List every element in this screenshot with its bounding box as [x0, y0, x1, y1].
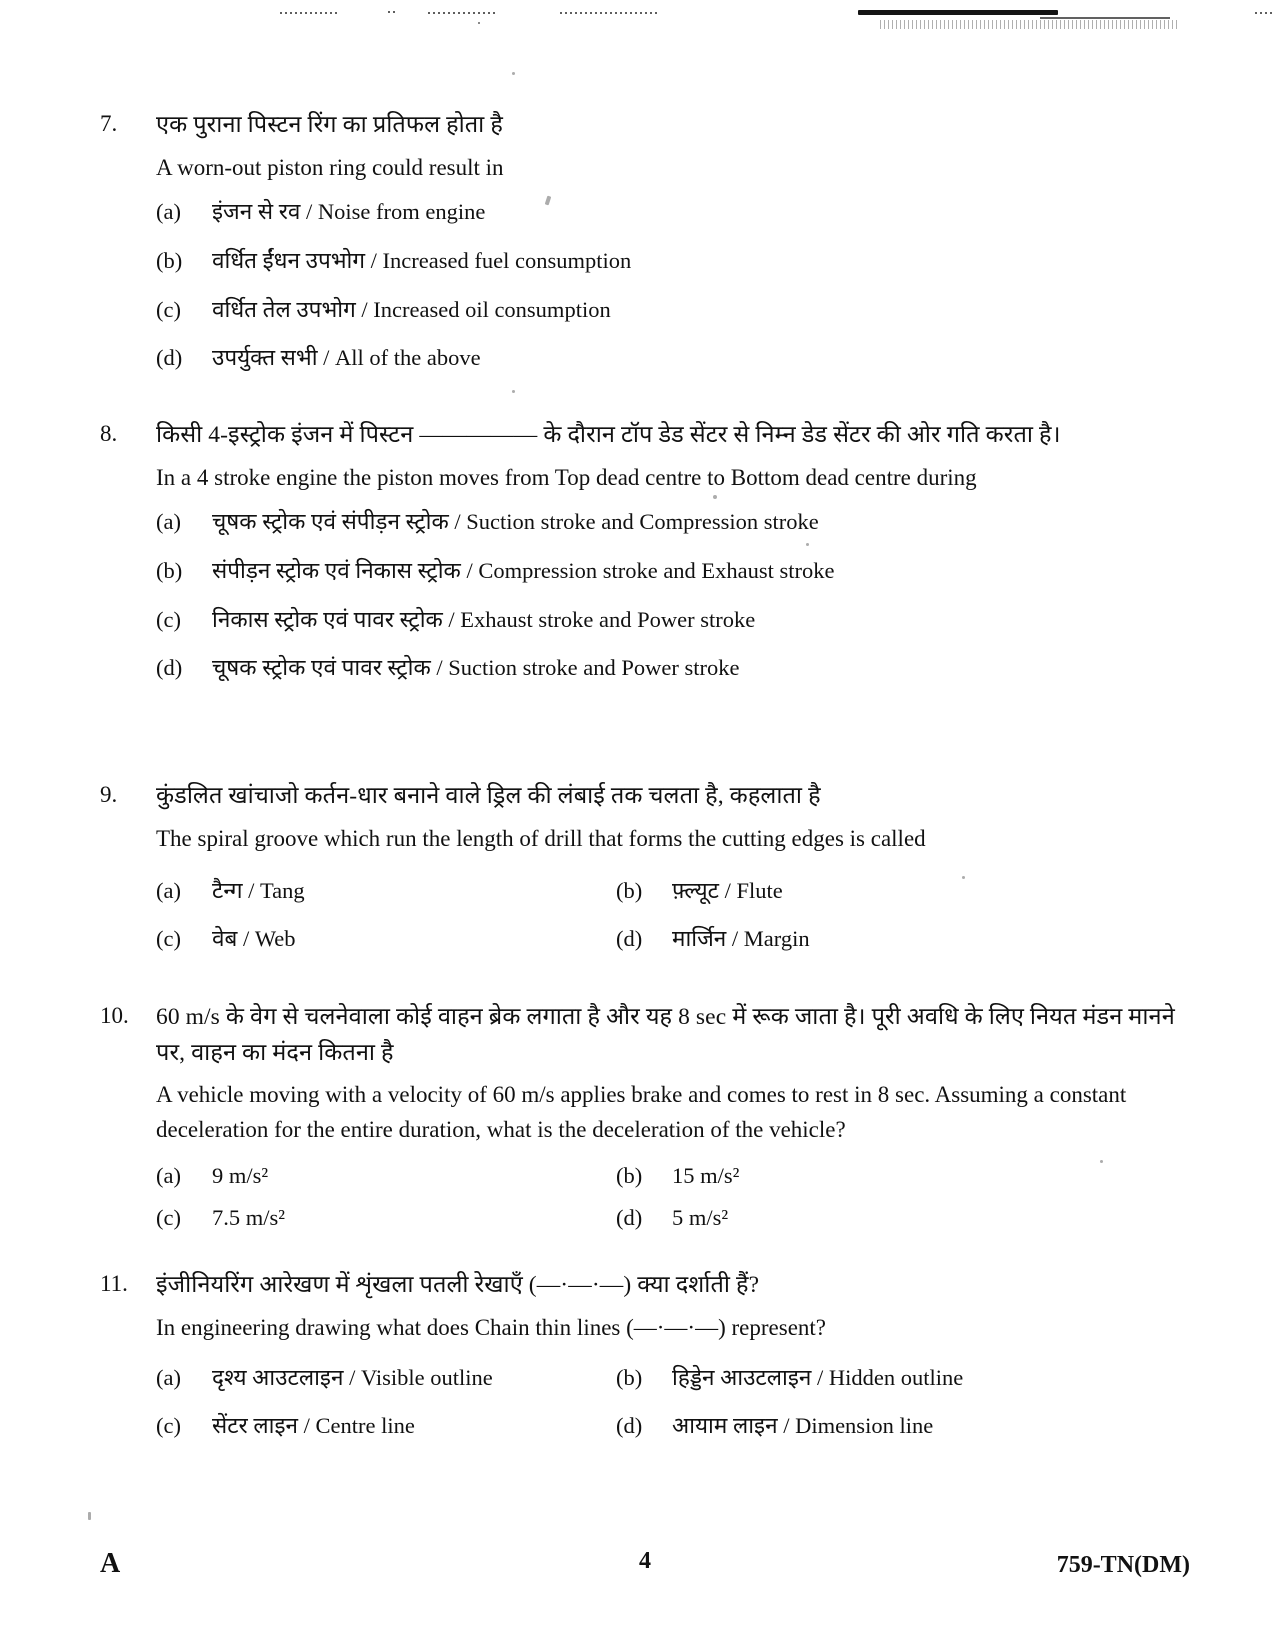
option-a[interactable]	[156, 505, 1190, 539]
option-text: 7.5 m/s²	[212, 1205, 286, 1231]
option-list	[156, 1159, 1190, 1235]
option-c[interactable]	[156, 922, 616, 956]
option-row	[156, 874, 1190, 908]
option-text: 9 m/s²	[212, 1163, 269, 1189]
option-label: (b)	[156, 247, 183, 273]
option-label: (d)	[616, 1205, 643, 1231]
option-b[interactable]	[616, 874, 1190, 908]
option-label: (c)	[156, 1205, 181, 1231]
option-text: निकास स्ट्रोक एवं पावर स्ट्रोक / Exhaust stroke and Power stroke	[212, 606, 756, 632]
option-row	[156, 1361, 1190, 1395]
option-label: (c)	[156, 925, 181, 951]
option-label: (a)	[156, 1163, 181, 1189]
question-text-hindi: 60 m/s के वेग से चलनेवाला कोई वाहन ब्रेक लगाता है और यह 8 sec में रूक जाता है। पूरी अवधि के लिए नियत मंडन मानने पर, वाहन का मंदन कितना है	[156, 1004, 1175, 1066]
option-label: (a)	[156, 878, 181, 904]
option-b[interactable]	[156, 554, 1190, 588]
question-text-english: In engineering drawing what does Chain thin lines (—·—·—) represent?	[156, 1314, 826, 1340]
option-list	[156, 195, 1190, 375]
option-a[interactable]	[156, 1159, 616, 1193]
option-d[interactable]	[616, 1201, 1190, 1235]
option-label: (d)	[616, 925, 643, 951]
option-list	[156, 874, 1190, 956]
option-row	[156, 1159, 1190, 1193]
question-text-hindi: कुंडलित खांचाजो कर्तन-धार बनाने वाले ड्रिल की लंबाई तक चलता है, कहलाता है	[156, 783, 821, 809]
option-text: उपर्युक्त सभी / All of the above	[212, 345, 481, 371]
option-text: इंजन से रव / Noise from engine	[212, 199, 486, 225]
option-list	[156, 1361, 1190, 1443]
question-text-english: A vehicle moving with a velocity of 60 m/s applies brake and comes to rest in 8 sec. Assuming a constant deceleration for the entire duration, what is the deceleration of the vehicle?	[156, 1082, 1127, 1142]
option-a[interactable]	[156, 195, 1190, 229]
option-text: टैन्ग / Tang	[212, 878, 305, 904]
option-text: वर्धित ईंधन उपभोग / Increased fuel consumption	[212, 247, 632, 273]
option-text: वर्धित तेल उपभोग / Increased oil consumption	[212, 296, 611, 322]
option-label: (a)	[156, 1365, 181, 1391]
option-list	[156, 505, 1190, 685]
option-row	[156, 1409, 1190, 1443]
question-9	[100, 779, 1190, 966]
option-b[interactable]	[616, 1159, 1190, 1193]
option-label: (d)	[156, 655, 183, 681]
question-7	[100, 108, 1190, 390]
question-8	[100, 418, 1190, 700]
option-text: 15 m/s²	[672, 1163, 740, 1189]
option-text: फ़्ल्यूट / Flute	[672, 878, 783, 904]
paper-code: 759-TN(DM)	[1056, 1552, 1190, 1578]
option-label: (c)	[156, 296, 181, 322]
question-text-hindi: किसी 4-इस्ट्रोक इंजन में पिस्टन ————— के दौरान टॉप डेड सेंटर से निम्न डेड सेंटर की ओर गति करता है।	[156, 422, 1061, 448]
option-text: सेंटर लाइन / Centre line	[212, 1412, 415, 1438]
option-a[interactable]	[156, 874, 616, 908]
option-d[interactable]	[156, 651, 1190, 685]
option-label: (d)	[156, 345, 183, 371]
question-number: 8.	[100, 421, 118, 446]
option-text: 5 m/s²	[672, 1205, 729, 1231]
option-label: (c)	[156, 1412, 181, 1438]
page-number: 4	[639, 1548, 651, 1574]
option-label: (a)	[156, 199, 181, 225]
option-d[interactable]	[616, 1409, 1190, 1443]
question-text-hindi: एक पुराना पिस्टन रिंग का प्रतिफल होता है	[156, 112, 503, 138]
option-label: (b)	[616, 1163, 643, 1189]
question-number: 11.	[100, 1271, 128, 1296]
option-text: संपीड़न स्ट्रोक एवं निकास स्ट्रोक / Compression stroke and Exhaust stroke	[212, 557, 835, 583]
option-row	[156, 922, 1190, 956]
question-number: 10.	[100, 1003, 129, 1028]
option-label: (b)	[616, 1365, 643, 1391]
option-text: दृश्य आउटलाइन / Visible outline	[212, 1365, 493, 1391]
question-text-hindi: इंजीनियरिंग आरेखण में शृंखला पतली रेखाएँ (—·—·—) क्या दर्शाती हैं?	[156, 1272, 760, 1298]
option-b[interactable]	[156, 244, 1190, 278]
question-text-english: A worn-out piston ring could result in	[156, 154, 504, 180]
option-d[interactable]	[156, 341, 1190, 375]
booklet-set-code: A	[100, 1548, 121, 1579]
option-label: (a)	[156, 509, 181, 535]
question-10	[100, 1000, 1190, 1239]
question-text-english: In a 4 stroke engine the piston moves from Top dead centre to Bottom dead centre during	[156, 464, 977, 490]
option-c[interactable]	[156, 603, 1190, 637]
question-number: 7.	[100, 111, 118, 136]
option-b[interactable]	[616, 1361, 1190, 1395]
option-label: (b)	[156, 557, 183, 583]
option-row	[156, 1201, 1190, 1235]
option-text: चूषक स्ट्रोक एवं पावर स्ट्रोक / Suction stroke and Power stroke	[212, 655, 740, 681]
option-d[interactable]	[616, 922, 1190, 956]
option-text: मार्जिन / Margin	[672, 925, 810, 951]
question-11	[100, 1268, 1190, 1453]
option-label: (d)	[616, 1412, 643, 1438]
option-text: वेब / Web	[212, 925, 296, 951]
option-text: चूषक स्ट्रोक एवं संपीड़न स्ट्रोक / Suction stroke and Compression stroke	[212, 509, 819, 535]
option-label: (b)	[616, 878, 643, 904]
option-c[interactable]	[156, 1201, 616, 1235]
question-number: 9.	[100, 782, 118, 807]
option-c[interactable]	[156, 1409, 616, 1443]
option-a[interactable]	[156, 1361, 616, 1395]
option-text: आयाम लाइन / Dimension line	[672, 1412, 934, 1438]
option-label: (c)	[156, 606, 181, 632]
option-text: हिड्डेन आउटलाइन / Hidden outline	[672, 1365, 964, 1391]
page-footer	[100, 1548, 1190, 1580]
question-text-english: The spiral groove which run the length of drill that forms the cutting edges is called	[156, 825, 926, 851]
option-c[interactable]	[156, 293, 1190, 327]
